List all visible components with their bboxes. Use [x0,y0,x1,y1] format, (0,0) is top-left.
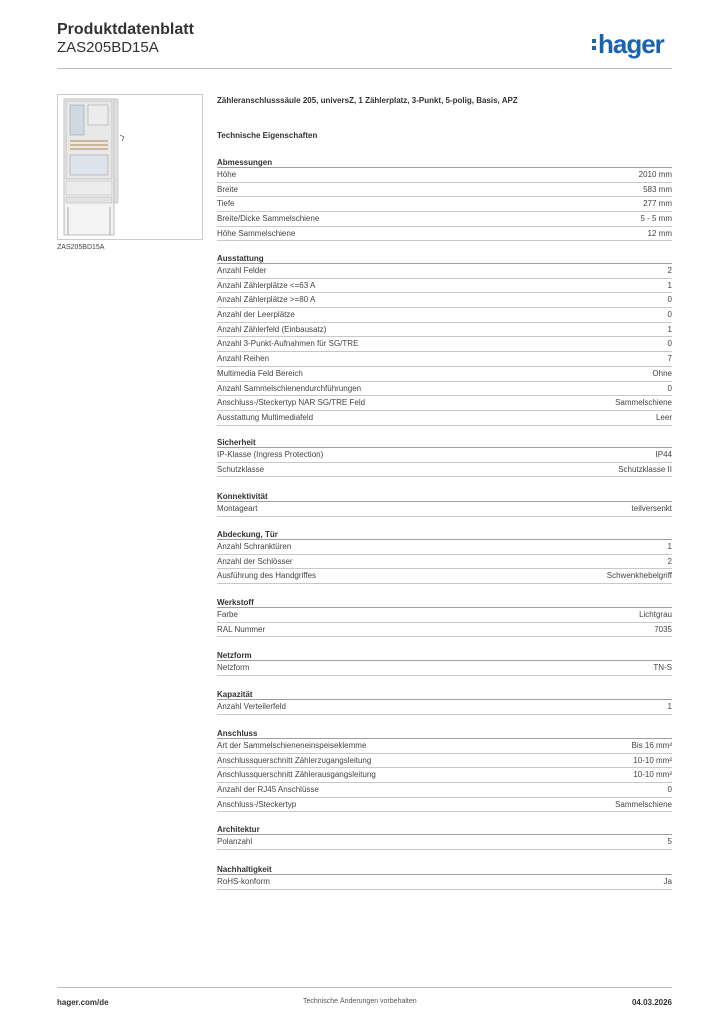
spec-row [217,382,672,397]
spec-label: Anzahl Reihen [217,354,270,364]
section-title: Werkstoff [217,597,672,608]
spec-label: IP-Klasse (Ingress Protection) [217,450,324,459]
technical-properties-heading: Technische Eigenschaften [217,131,318,140]
spec-label: Anzahl der Schlösser [217,556,293,566]
spec-label: Anzahl 3-Punkt-Aufnahmen für SG/TRE [217,339,359,349]
spec-value: 1 [667,324,672,334]
spec-section [217,864,672,890]
spec-value: Lichtgrau [639,610,672,619]
spec-section [217,597,672,637]
spec-row [217,337,672,352]
spec-value: 583 mm [643,184,672,194]
brand-name: hager [598,29,664,59]
spec-row [217,661,672,676]
spec-label: Art der Sammelschieneneinspeiseklemme [217,741,367,750]
brand-logo [592,29,664,60]
spec-value: Bis 16 mm² [631,741,672,750]
section-title: Nachhaltigkeit [217,864,672,875]
spec-row [217,555,672,570]
section-title: Sicherheit [217,437,672,448]
spec-value: 2 [667,556,672,566]
spec-label: Farbe [217,610,238,619]
footer-notice: Technische Änderungen vorbehalten [303,998,417,1005]
spec-label: Anzahl Felder [217,266,267,275]
spec-row [217,183,672,198]
section-title: Architektur [217,824,672,835]
spec-label: Anschlussquerschnitt Zählerausgangsleitung [217,770,376,780]
spec-row [217,367,672,382]
spec-value: 0 [667,383,672,393]
section-title: Netzform [217,650,672,661]
spec-row [217,739,672,754]
spec-value: 0 [667,310,672,320]
spec-section [217,491,672,517]
spec-label: Anschluss-/Steckertyp NAR SG/TRE Feld [217,398,366,408]
spec-label: Anzahl Zählerplätze >=80 A [217,295,316,305]
spec-value: 0 [667,295,672,305]
spec-row [217,227,672,242]
product-code: ZAS205BD15A [57,39,159,56]
footer-website: hager.com/de [57,998,109,1007]
footer-divider [57,987,672,988]
spec-label: Montageart [217,504,258,513]
spec-row [217,293,672,308]
spec-value: 10-10 mm² [633,770,672,780]
spec-section [217,824,672,850]
spec-row [217,783,672,798]
image-caption: ZAS205BD15A [57,244,105,251]
spec-row [217,608,672,623]
spec-section [217,529,672,584]
spec-row [217,463,672,478]
spec-row [217,323,672,338]
spec-value: 0 [667,785,672,795]
spec-value: 277 mm [643,199,672,209]
spec-label: Anzahl Zählerfeld (Einbausatz) [217,324,327,334]
spec-value: Sammelschiene [615,799,672,809]
spec-row [217,754,672,769]
product-description: Zähleranschlusssäule 205, universZ, 1 Zählerplatz, 3-Punkt, 5-polig, Basis, APZ [217,96,518,105]
spec-label: Ausführung des Handgriffes [217,571,317,581]
spec-value: IP44 [655,450,672,459]
spec-value: Sammelschiene [615,398,672,408]
spec-row [217,279,672,294]
spec-section [217,650,672,676]
section-title: Ausstattung [217,253,672,264]
spec-label: Anzahl Zählerplätze <=63 A [217,280,316,290]
spec-row [217,448,672,463]
spec-row [217,197,672,212]
spec-section [217,728,672,812]
section-title: Abmessungen [217,157,672,168]
spec-value: Schwenkhebelgriff [606,571,672,581]
spec-label: Tiefe [217,199,235,209]
spec-section [217,157,672,241]
spec-value: 10-10 mm² [633,755,672,765]
spec-label: Anschluss-/Steckertyp [217,799,297,809]
spec-row [217,569,672,584]
spec-row [217,835,672,850]
spec-value: teilversenkt [631,504,672,513]
spec-value: 5 [667,837,672,846]
spec-label: Anzahl Schranktüren [217,542,292,551]
spec-row [217,168,672,183]
spec-value: 12 mm [647,228,672,238]
spec-value: Leer [655,412,672,422]
spec-label: Breite/Dicke Sammelschiene [217,214,320,224]
spec-row [217,700,672,715]
section-title: Abdeckung, Tür [217,529,672,540]
spec-row [217,798,672,813]
spec-row [217,308,672,323]
spec-label: Anzahl Sammelschienendurchführungen [217,383,362,393]
spec-value: Schutzklasse II [618,464,672,474]
spec-value: 7 [667,354,672,364]
spec-label: Breite [217,184,238,194]
spec-value: 2 [667,266,672,275]
spec-label: Anschlussquerschnitt Zählerzugangsleitung [217,755,372,765]
section-title: Kapazität [217,689,672,700]
spec-value: TN-S [653,663,672,672]
spec-label: Ausstattung Multimediafeld [217,412,314,422]
spec-value: 1 [667,702,672,711]
spec-label: RAL Nummer [217,624,266,634]
meter-cabinet-illustration [58,95,202,239]
spec-row [217,264,672,279]
spec-label: Schutzklasse [217,464,265,474]
spec-label: Höhe Sammelschiene [217,228,296,238]
spec-row [217,875,672,890]
spec-value: Ja [663,877,672,886]
spec-label: Multimedia Feld Bereich [217,368,303,378]
section-title: Konnektivität [217,491,672,502]
spec-value: 2010 mm [638,170,672,179]
spec-row [217,212,672,227]
spec-value: 0 [667,339,672,349]
spec-row [217,396,672,411]
product-image [57,94,203,240]
spec-label: Netzform [217,663,250,672]
spec-label: Anzahl der Leerplätze [217,310,295,320]
logo-dots-icon [592,36,596,53]
spec-section [217,253,672,426]
spec-label: Höhe [217,170,237,179]
spec-label: RoHS-konform [217,877,270,886]
footer-date: 04.03.2026 [631,998,672,1007]
spec-value: 7035 [654,624,672,634]
spec-label: Anzahl Verteilerfeld [217,702,286,711]
spec-value: 5 - 5 mm [640,214,672,224]
spec-value: 1 [667,280,672,290]
spec-row [217,411,672,426]
page-title: Produktdatenblatt [57,21,194,38]
spec-label: Anzahl der RJ45 Anschlüsse [217,785,319,795]
spec-row [217,623,672,638]
spec-section [217,689,672,715]
spec-section [217,437,672,477]
spec-row [217,502,672,517]
spec-value: Ohne [652,368,672,378]
section-title: Anschluss [217,728,672,739]
spec-value: 1 [667,542,672,551]
header-divider [57,68,672,69]
spec-row [217,540,672,555]
spec-row [217,352,672,367]
spec-row [217,768,672,783]
spec-label: Polanzahl [217,837,253,846]
